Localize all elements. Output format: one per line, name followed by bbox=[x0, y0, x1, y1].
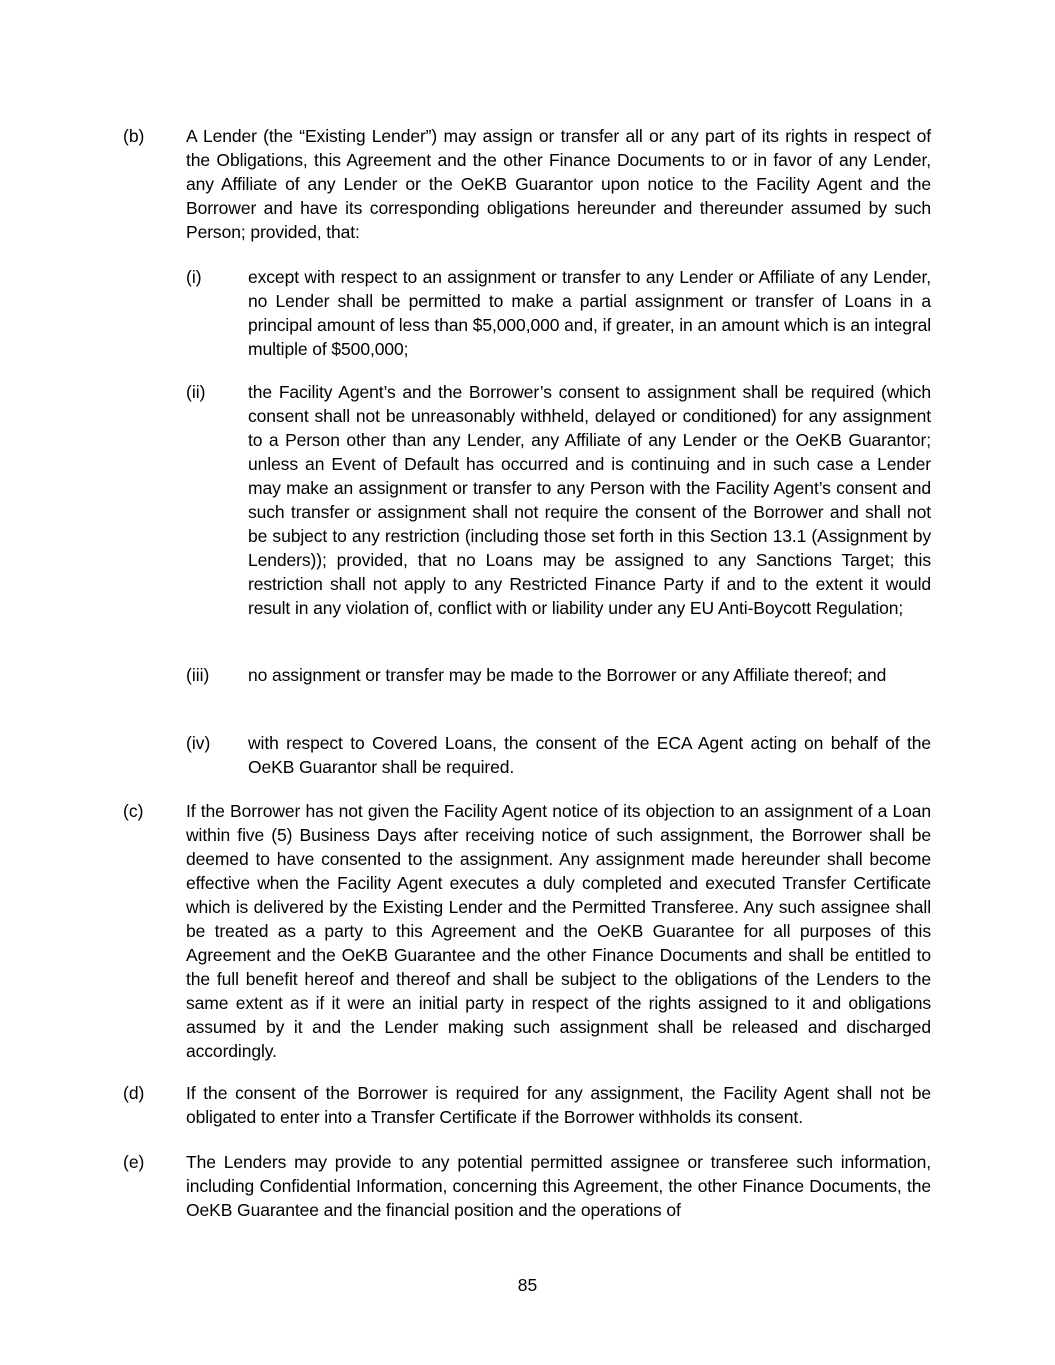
clause-b bbox=[123, 124, 931, 244]
clause-text: The Lenders may provide to any potential permitted assignee or transferee such information, including Confidential Information, concerning this Agreement, the other Finance Documents, the OeKB Guarantee and the financial position and the operations of bbox=[186, 1152, 931, 1220]
clause-e bbox=[123, 1150, 931, 1222]
subclause-label: (iii) bbox=[186, 665, 210, 685]
clause-text: If the consent of the Borrower is required for any assignment, the Facility Agent shall not be obligated to enter into a Transfer Certificate if the Borrower withholds its consent. bbox=[186, 1083, 931, 1127]
subclause-label: (ii) bbox=[186, 382, 206, 402]
clause-label: (b) bbox=[123, 126, 145, 146]
subclause-text: except with respect to an assignment or transfer to any Lender or Affiliate of any Lender, no Lender shall be permitted to make a partial assignment or transfer of Loans in a principal amount of less than $5,000,000 and, if greater, in an amount which is an integral multiple of $500,000; bbox=[248, 267, 931, 359]
subclause-text: no assignment or transfer may be made to the Borrower or any Affiliate thereof; and bbox=[248, 665, 887, 685]
clause-d bbox=[123, 1081, 931, 1129]
clause-label: (d) bbox=[123, 1083, 145, 1103]
clause-label: (c) bbox=[123, 801, 144, 821]
clause-text: If the Borrower has not given the Facility Agent notice of its objection to an assignment of a Loan within five (5) Business Days after receiving notice of such assignment, the Borrower shall be deemed to have consented to the assignment. Any assignment made hereunder shall become effective when the Facility Agent executes a duly completed and executed Transfer Certificate which is delivered by the Existing Lender and the Permitted Transferee. Any such assignee shall be treated as a party to this Agreement and the OeKB Guarantee for all purposes of this Agreement and the OeKB Guarantee and the other Finance Documents and shall be entitled to the full benefit hereof and thereof and shall be subject to the obligations of the Lenders to the same extent as if it were an initial party in respect of the rights assigned to it and obligations assumed by it and the Lender making such assignment shall be released and discharged accordingly. bbox=[186, 801, 931, 1061]
subclause-label: (iv) bbox=[186, 733, 211, 753]
clause-label: (e) bbox=[123, 1152, 145, 1172]
subclause-iii bbox=[186, 663, 931, 687]
subclause-label: (i) bbox=[186, 267, 202, 287]
clause-text: A Lender (the “Existing Lender”) may assign or transfer all or any part of its rights in respect of the Obligations, this Agreement and the other Finance Documents to or in favor of any Lender, any Affiliate of any Lender or the OeKB Guarantor upon notice to the Facility Agent and the Borrower and have its corresponding obligations hereunder and thereunder assumed by such Person; provided, that: bbox=[186, 126, 931, 242]
subclause-iv bbox=[186, 731, 931, 779]
page-number: 85 bbox=[517, 1275, 538, 1295]
subclause-ii bbox=[186, 380, 931, 620]
subclause-text: the Facility Agent’s and the Borrower’s consent to assignment shall be required (which consent shall not be unreasonably withheld, delayed or conditioned) for any assignment to a Person other than any Lender, any Affiliate of any Lender or the OeKB Guarantor; unless an Event of Default has occurred and is continuing and in such case a Lender may make an assignment or transfer to any Person with the Facility Agent’s consent and such transfer or assignment shall not require the consent of the Borrower and shall not be subject to any restriction (including those set forth in this Section 13.1 (Assignment by Lenders)); provided, that no Loans may be assigned to any Sanctions Target; this restriction shall not apply to any Restricted Finance Party if and to the extent it would result in any violation of, conflict with or liability under any EU Anti-Boycott Regulation; bbox=[248, 382, 931, 618]
subclause-text: with respect to Covered Loans, the consent of the ECA Agent acting on behalf of the OeKB Guarantor shall be required. bbox=[248, 733, 931, 777]
clause-c bbox=[123, 799, 931, 1063]
subclause-i bbox=[186, 265, 931, 361]
